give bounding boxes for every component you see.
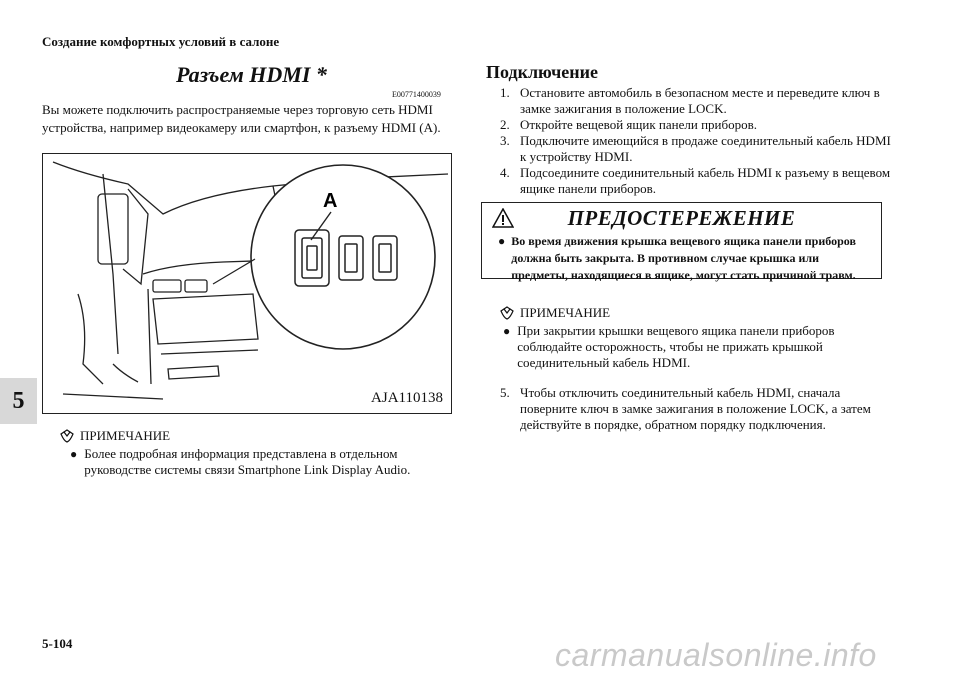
section-code: E00771400039: [392, 90, 441, 99]
step-1: 1. Остановите автомобиль в безопасном месте и переведите ключ в замке зажигания в положение LOCK.: [500, 85, 880, 116]
step-4: 4. Подсоедините соединительный кабель HDMI к разъему в вещевом ящике панели приборов.: [500, 165, 891, 196]
note-heading: ПРИМЕЧАНИЕ: [520, 305, 611, 320]
watermark: carmanualsonline.info: [555, 637, 877, 673]
note-icon: [500, 306, 514, 320]
dashboard-illustration: [43, 154, 451, 413]
connection-heading: Подключение: [486, 62, 598, 82]
warning-text: Во время движения крышка вещевого ящика панели приборов должна быть закрыта. В противном случае крышка или предметы, находящиеся в ящике, могут стать причиной травм.: [511, 234, 856, 282]
note-icon: [60, 429, 74, 443]
steps-list: [500, 85, 895, 197]
running-header: Создание комфортных условий в салоне: [42, 34, 280, 49]
warning-title: ПРЕДОСТЕРЕЖЕНИЕ: [567, 205, 796, 230]
hdmi-figure: [42, 153, 452, 414]
bullet-dot: ●: [503, 324, 511, 338]
bullet-dot: ●: [498, 234, 506, 248]
callout-a: A: [323, 190, 338, 212]
page-number: 5-104: [42, 636, 73, 651]
intro-paragraph: Вы можете подключить распространяемые через торговую сеть HDMI устройства, например видеокамеру или смартфон, к разъему HDMI (А).: [42, 102, 441, 135]
warning-triangle-icon: [492, 208, 514, 228]
step-5: 5. Чтобы отключить соединительный кабель HDMI, сначала поверните ключ в замке зажигания в положение LOCK, а затем действуйте в порядке, обратном порядку подключения.: [500, 385, 871, 432]
note-left: [60, 428, 460, 478]
figure-label: AJA110138: [371, 390, 443, 406]
section-title: Разъем HDMI *: [176, 62, 327, 87]
note-item: Более подробная информация представлена в отдельном руководстве системы связи Smartphone Link Display Audio.: [84, 446, 411, 477]
note-right: [500, 305, 895, 371]
note-item: При закрытии крышки вещевого ящика панели приборов соблюдайте осторожность, чтобы не прижать крышкой соединительный кабель HDMI.: [517, 323, 835, 370]
step-2: 2. Откройте вещевой ящик панели приборов.: [500, 117, 757, 132]
chapter-tab: 5: [0, 378, 37, 424]
note-heading: ПРИМЕЧАНИЕ: [80, 428, 171, 443]
step-3: 3. Подключите имеющийся в продаже соединительный кабель HDMI к устройству HDMI.: [500, 133, 891, 164]
bullet-dot: ●: [70, 447, 78, 461]
warning-box: [481, 202, 882, 282]
